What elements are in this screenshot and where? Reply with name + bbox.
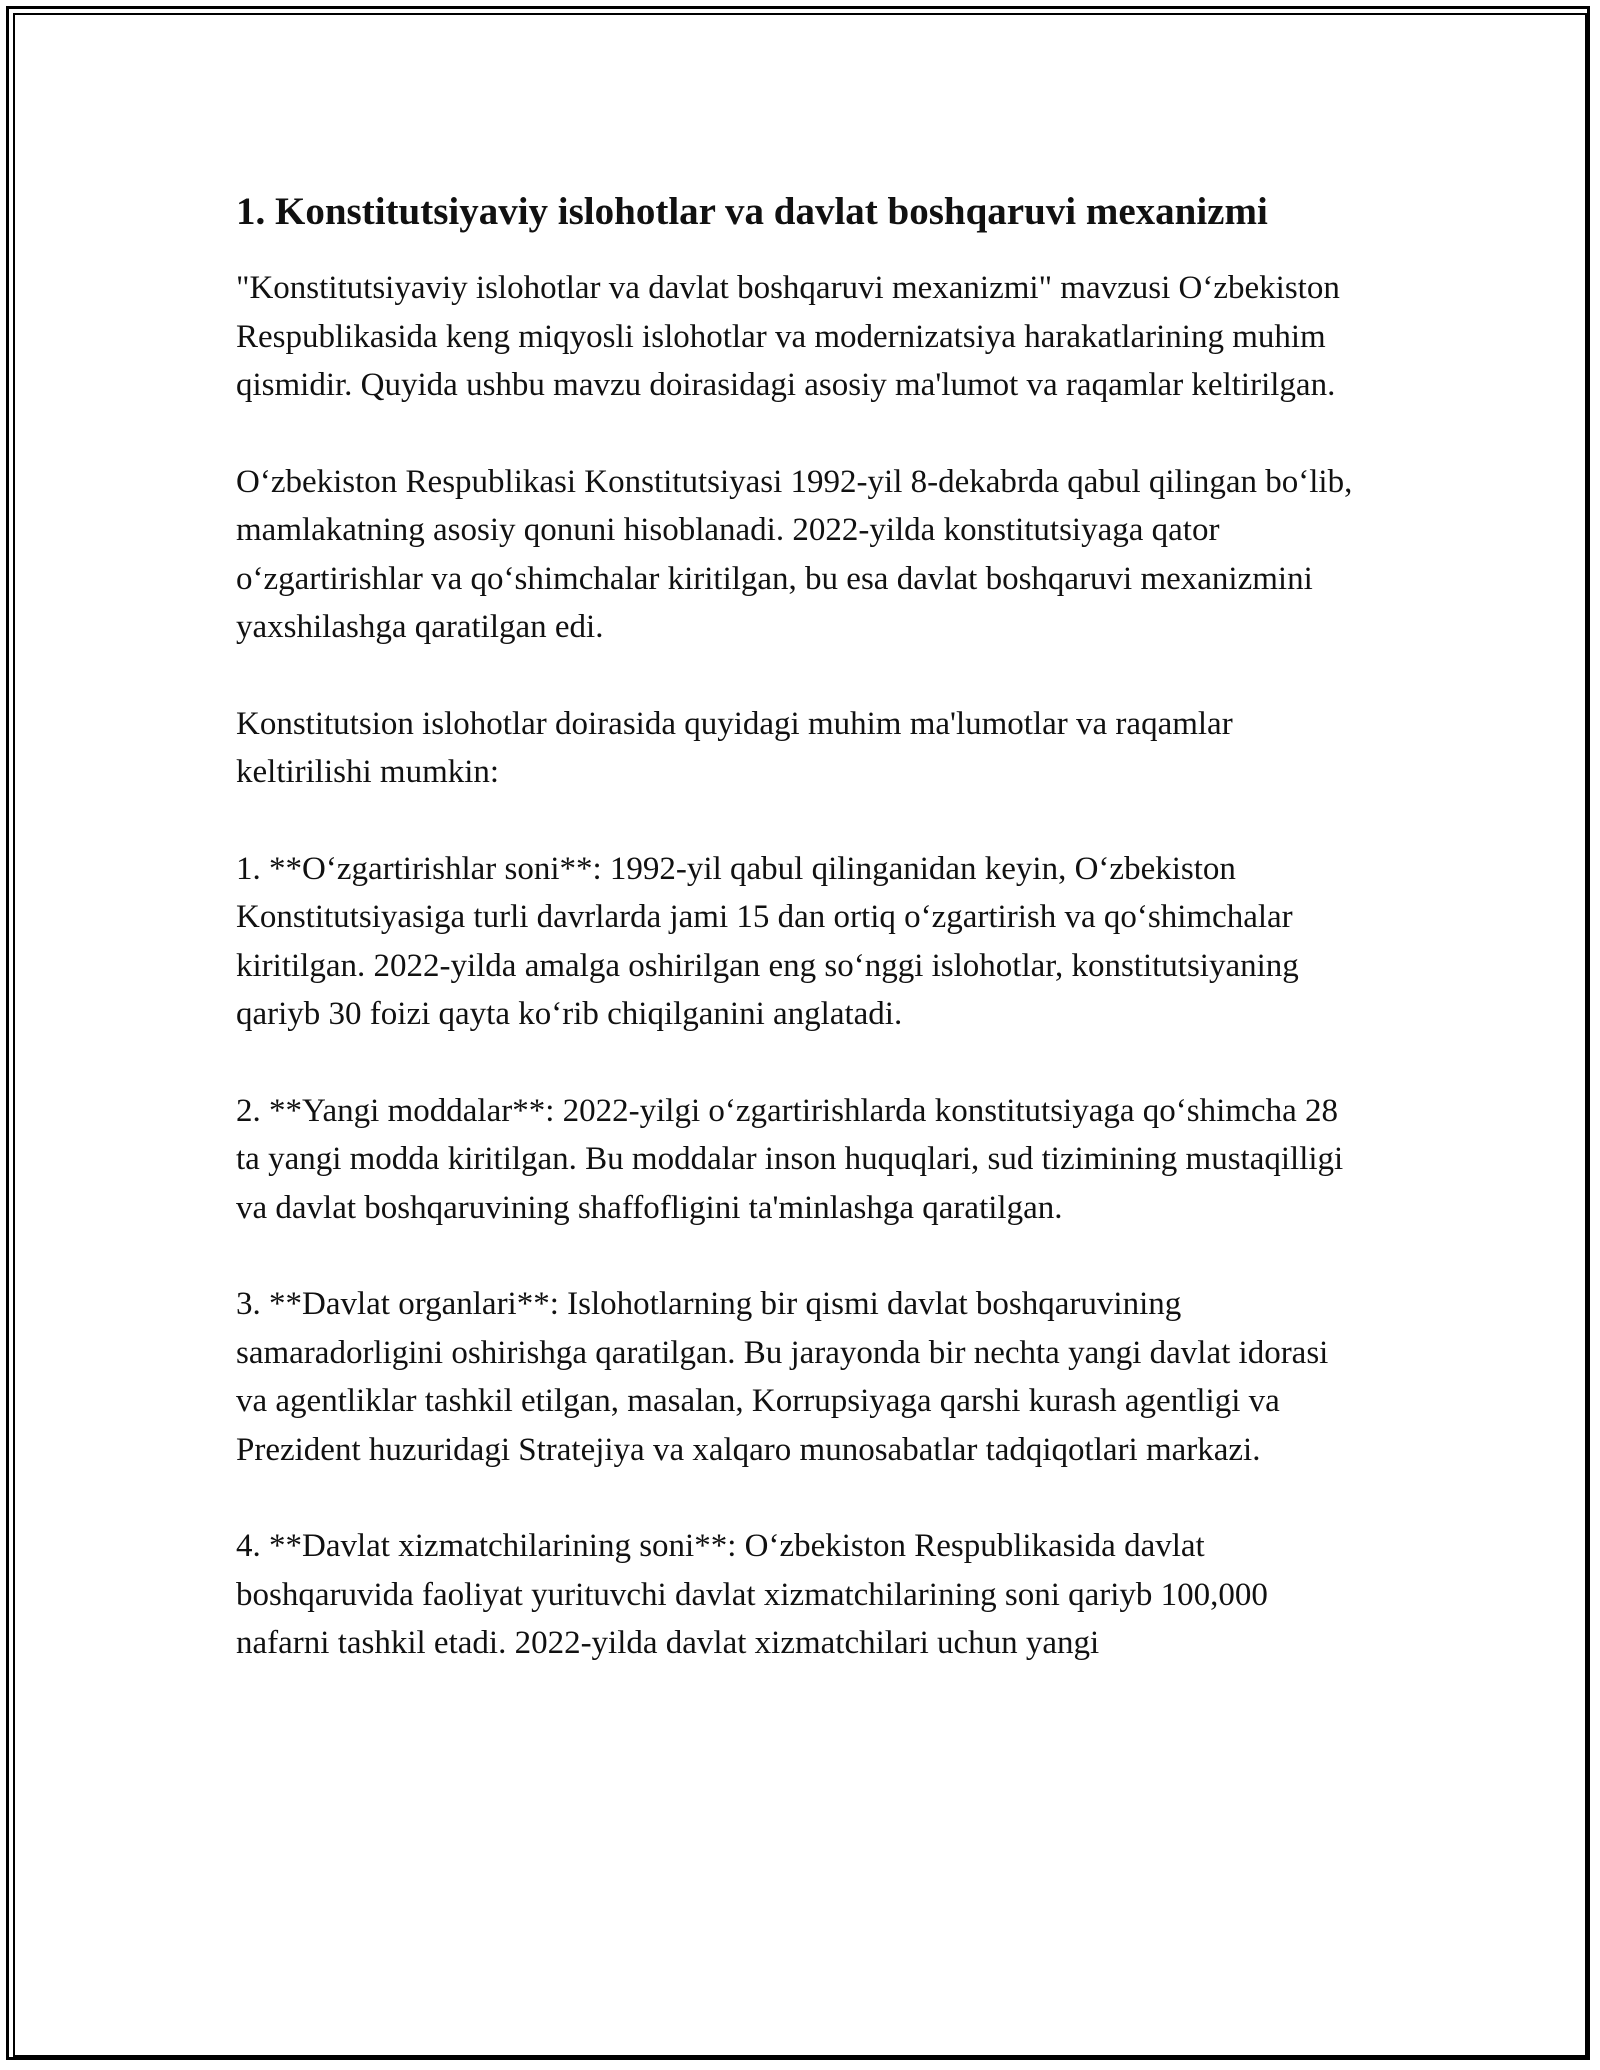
list-item-amendments: 1. **O‘zgartirishlar soni**: 1992-yil qabul qilinganidan keyin, O‘zbekiston Konstitutsiyasiga turli davrlarda jami 15 dan ortiq o‘zgartirish va qo‘shimchalar kiritilgan. 2022-yilda amalga oshirilgan eng so‘nggi islohotlar, konstitutsiyaning qariyb 30 foizi qayta ko‘rib chiqilganini anglatadi. <box>236 850 1299 1032</box>
section-heading: 1. Konstitutsiyaviy islohotlar va davlat boshqaruvi mexanizmi <box>236 190 1268 233</box>
list-item-civil-servants: 4. **Davlat xizmatchilarining soni**: O‘zbekiston Respublikasida davlat boshqaruvida faoliyat yurituvchi davlat xizmatchilarining soni qariyb 100,000 nafarni tashkil etadi. 2022-yilda davlat xizmatchilari uchun yangi <box>236 1528 1268 1661</box>
intro-paragraph: "Konstitutsiyaviy islohotlar va davlat boshqaruvi mexanizmi" mavzusi O‘zbekiston Respublikasida keng miqyosli islohotlar va modernizatsiya harakatlarining muhim qismidir. Quyida ushbu mavzu doirasidagi asosiy ma'lumot va raqamlar keltirilgan. <box>236 270 1340 403</box>
constitution-paragraph: O‘zbekiston Respublikasi Konstitutsiyasi 1992-yil 8-dekabrda qabul qilingan bo‘lib, mamlakatning asosiy qonuni hisoblanadi. 2022-yilda konstitutsiyaga qator o‘zgartirishlar va qo‘shimchalar kiritilgan, bu esa davlat boshqaruvi mexanizmini yaxshilashga qaratilgan edi. <box>236 463 1353 645</box>
list-item-state-bodies: 3. **Davlat organlari**: Islohotlarning bir qismi davlat boshqaruvining samaradorligini oshirishga qaratilgan. Bu jarayonda bir nechta yangi davlat idorasi va agentliklar tashkil etilgan, masalan, Korrupsiyaga qarshi kurash agentligi va Prezident huzuridagi Stratejiya va xalqaro munosabatlar tadqiqotlari markazi. <box>236 1286 1329 1468</box>
list-item-new-articles: 2. **Yangi moddalar**: 2022-yilgi o‘zgartirishlarda konstitutsiyaga qo‘shimcha 28 ta yangi modda kiritilgan. Bu moddalar inson huquqlari, sud tizimining mustaqilligi va davlat boshqaruvining shaffofligini ta'minlashga qaratilgan. <box>236 1092 1344 1226</box>
list-intro-paragraph: Konstitutsion islohotlar doirasida quyidagi muhim ma'lumotlar va raqamlar keltirilishi mumkin: <box>236 705 1233 790</box>
document-body <box>236 186 1356 1716</box>
